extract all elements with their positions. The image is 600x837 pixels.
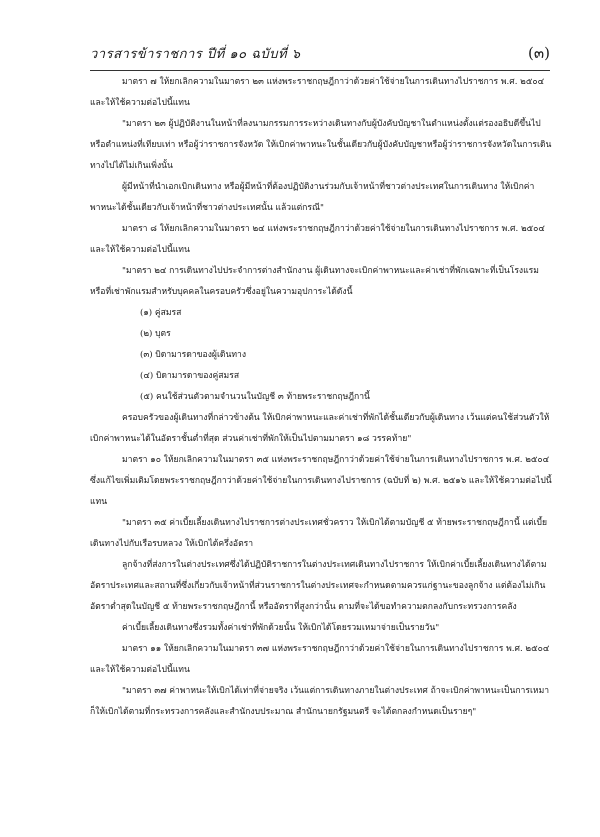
paragraph-section-35-c: ค่าเบี้ยเลี้ยงเดินทางซึ่งรวมทั้งค่าเช่าที่พักด้วยนั้น ให้เบิกได้โดยรวมเหมาจ่ายเป็นรายวัน" [122, 623, 440, 633]
paragraph-section-23-b: ผู้มีหน้าที่นำเอกเบิกเดินทาง หรือผู้มีหน้าที่ต้องปฏิบัติงานร่วมกับเจ้าหน้าที่ชาวต่างประเทศในการเดินทาง ให้เบิกค่าพาหนะได้ชั้นเดียวกับเจ้าหน้าที่ชาวต่างประเทศนั้น แล้วแต่กรณี" [90, 182, 535, 213]
paragraph-section-35: "มาตรา ๓๕ ค่าเบี้ยเลี้ยงเดินทางไปราชการต่างประเทศชั่วคราว ให้เบิกได้ตามบัญชี ๕ ท้ายพระราชกฤษฎีกานี้ แต่เบี้ยเดินทางไปกับเรือรบหลวง ให้เบิกได้ครึ่งอัตรา [90, 518, 548, 549]
paragraph-section-24: "มาตรา ๒๔ การเดินทางไปประจำการต่างสำนักงาน ผู้เดินทางจะเบิกค่าพาหนะและค่าเช่าที่พักเฉพาะที่เป็นโรงแรม หรือที่เช่าพักแรมสำหรับบุคคลในครอบครัวซึ่งอยู่ในความอุปการะได้ดังนี้ [90, 266, 539, 297]
paragraph-section-7: มาตรา ๗ ให้ยกเลิกความในมาตรา ๒๓ แห่งพระราชกฤษฎีกาว่าด้วยค่าใช้จ่ายในการเดินทางไปราชการ พ.ศ. ๒๕๐๔ และให้ใช้ความต่อไปนี้แทน [90, 77, 545, 108]
paragraph-section-35-b: ลูกจ้างที่ส่งการในต่างประเทศซึ่งได้ปฏิบัติราชการในต่างประเทศเดินทางไปราชการ ให้เบิกค่าเบี้ยเลี้ยงเดินทางได้ตามอัตราประเทศและสถานที่ซึ่งเกี่ยวกับเจ้าหน้าที่ส่วนราชการในต่างประเทศจะกำหนดตามควรแก่ฐานะของลูกจ้าง แต่ต้องไม่เกินอัตราต่ำสุดในบัญชี ๕ ท้ายพระราชกฤษฎีกานี้ หรืออัตราที่สูงกว่านั้น ตามที่จะได้ขอทำความตกลงกับกระทรวงการคลัง [90, 560, 547, 612]
paragraph-section-23: "มาตรา ๒๓ ผู้ปฏิบัติงานในหน้าที่ลงนามกรรมการระหว่างเดินทางกับผู้บังคับบัญชาในตำแหน่งตั้งแต่รองอธิบดีขึ้นไป หรือตำแหน่งที่เทียบเท่า หรือผู้ว่าราชการจังหวัด ให้เบิกค่าพาหนะในชั้นเดียวกับผู้บังคับบัญชาหรือผู้ว่าราชการจังหวัดในการเดินทางไปได้ไม่เกินเพิ่งนั้น [90, 119, 552, 171]
header-rule [90, 70, 550, 71]
paragraph-section-8: มาตรา ๘ ให้ยกเลิกความในมาตรา ๒๔ แห่งพระราชกฤษฎีกาว่าด้วยค่าใช้จ่ายในการเดินทางไปราชการ พ.ศ. ๒๕๐๔ และให้ใช้ความต่อไปนี้แทน [90, 224, 545, 255]
journal-title: วารสารข้าราชการ ปีที่ ๑๐ ฉบับที่ ๖ [90, 46, 301, 62]
page-header [90, 40, 550, 66]
paragraph-section-37: "มาตรา ๓๗ ค่าพาหนะให้เบิกได้เท่าที่จ่ายจริง เว้นแต่การเดินทางภายในต่างประเทศ ถ้าจะเบิกค่าพาหนะเป็นการเหมา ก็ให้เบิกได้ตามที่กระทรวงการคลังและสำนักงบประมาณ สำนักนายกรัฐมนตรี จะได้ตกลงกำหนดเป็นรายๆ" [90, 686, 550, 717]
list-item-spouse-parents: (๔) บิดามารดาของคู่สมรส [140, 371, 240, 381]
list-item-parents: (๓) บิดามารดาของผู้เดินทาง [140, 350, 247, 360]
list-item-spouse: (๑) คู่สมรส [140, 308, 182, 318]
paragraph-section-11: มาตรา ๑๑ ให้ยกเลิกความในมาตรา ๓๗ แห่งพระราชกฤษฎีกาว่าด้วยค่าใช้จ่ายในการเดินทางไปราชการ พ.ศ. ๒๕๐๔ และให้ใช้ความต่อไปนี้แทน [90, 644, 550, 675]
document-body [90, 72, 552, 723]
page-number: (๓) [528, 44, 550, 62]
paragraph-section-10: มาตรา ๑๐ ให้ยกเลิกความในมาตรา ๓๕ แห่งพระราชกฤษฎีกาว่าด้วยค่าใช้จ่ายในการเดินทางไปราชการ พ.ศ. ๒๕๐๔ ซึ่งแก้ไขเพิ่มเติมโดยพระราชกฤษฎีกาว่าด้วยค่าใช้จ่ายในการเดินทางไปราชการ (ฉบับที่ ๒) พ.ศ. ๒๕๑๖ และให้ใช้ความต่อไปนี้แทน [90, 455, 552, 507]
list-item-children: (๒) บุตร [140, 329, 171, 339]
paragraph-family-travel: ครอบครัวของผู้เดินทางที่กล่าวข้างต้น ให้เบิกค่าพาหนะและค่าเช่าที่พักได้ชั้นเดียวกับผู้เดินทาง เว้นแต่คนใช้ส่วนตัวให้เบิกค่าพาหนะได้ในอัตราชั้นต่ำที่สุด ส่วนค่าเช่าที่พักให้เป็นไปตามมาตรา ๑๘ วรรคท้าย" [90, 413, 550, 444]
list-item-servants: (๕) คนใช้ส่วนตัวตามจำนวนในบัญชี ๓ ท้ายพระราชกฤษฎีกานี้ [140, 392, 370, 402]
